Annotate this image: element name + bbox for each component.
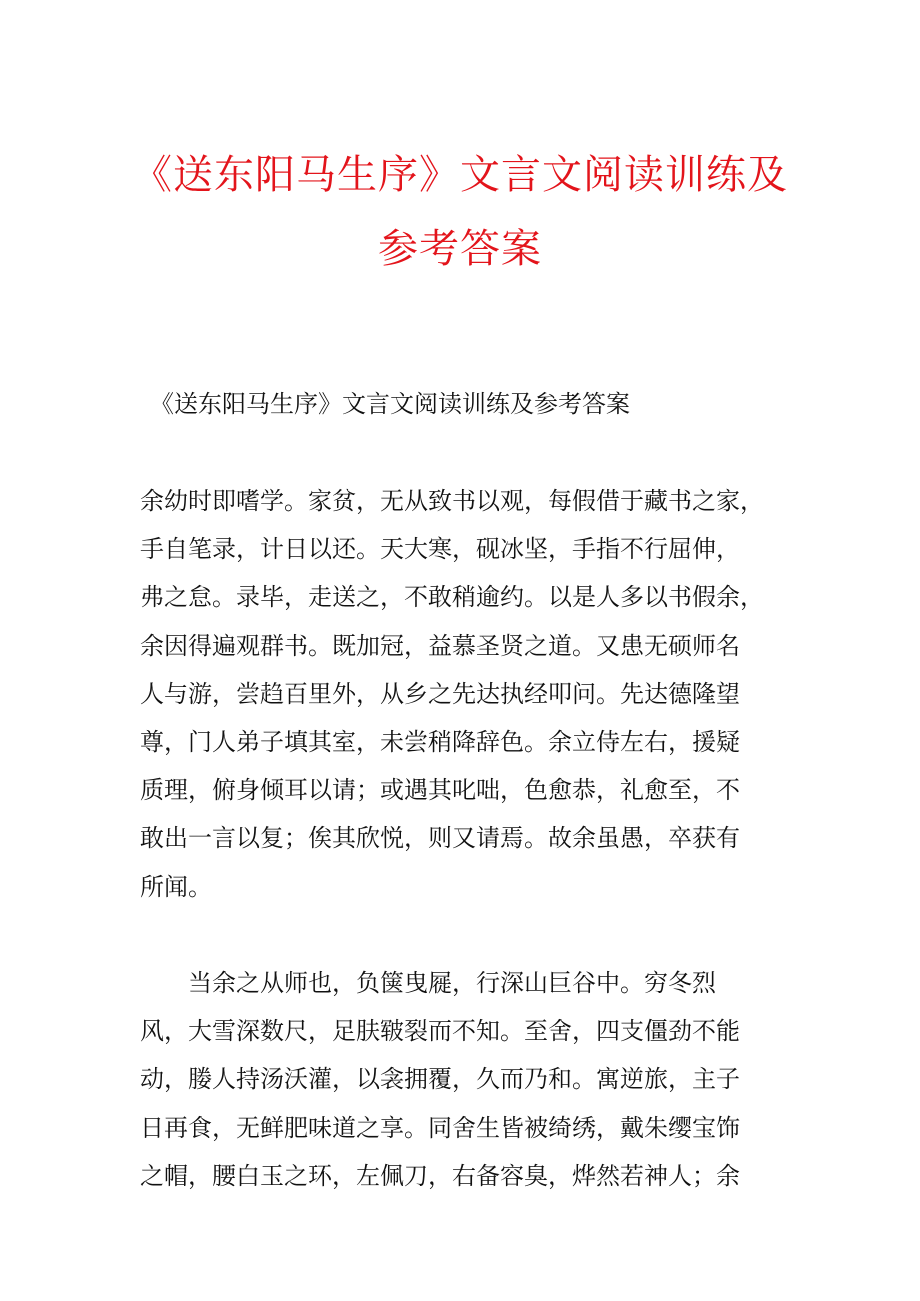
text-line: 风，大雪深数尺，足肤皲裂而不知。至舍，四支僵劲不能	[140, 1017, 740, 1046]
text-line: 所闻。	[140, 872, 212, 901]
text-line: 弗之怠。录毕，走送之，不敢稍逾约。以是人多以书假余，	[140, 583, 764, 612]
paragraph-2	[140, 959, 790, 1200]
text-line: 人与游，尝趋百里外，从乡之先达执经叩问。先达德隆望	[140, 679, 740, 708]
text-line: 余幼时即嗜学。家贫，无从致书以观，每假借于藏书之家，	[140, 487, 764, 515]
document-subtitle: 《送东阳马生序》文言文阅读训练及参考答案	[150, 390, 630, 418]
text-line: 质理，俯身倾耳以请；或遇其叱咄，色愈恭，礼愈至，不	[140, 776, 740, 805]
text-line: 日再食，无鲜肥味道之享。同舍生皆被绮绣，戴朱缨宝饰	[140, 1113, 740, 1142]
text-line: 尊，门人弟子填其室，未尝稍降辞色。余立侍左右，援疑	[140, 727, 740, 756]
text-line: 之帽，腰白玉之环，左佩刀，右备容臭，烨然若神人；余	[140, 1161, 740, 1190]
text-line: 余因得遍观群书。既加冠，益慕圣贤之道。又患无硕师名	[140, 631, 740, 660]
text-line: 当余之从师也，负箧曳屣，行深山巨谷中。穷冬烈	[140, 969, 716, 997]
text-line: 敢出一言以复；俟其欣悦，则又请焉。故余虽愚，卒获有	[140, 824, 740, 853]
title-line-2: 参考答案	[378, 226, 542, 272]
paragraph-1	[140, 477, 790, 911]
text-line: 动，媵人持汤沃灌，以衾拥覆，久而乃和。寓逆旅，主子	[140, 1065, 740, 1094]
text-line: 手自笔录，计日以还。天大寒，砚冰坚，手指不行屈伸，	[140, 535, 740, 564]
document-title	[0, 138, 920, 286]
title-line-1: 《送东阳马生序》文言文阅读训练及	[132, 152, 788, 198]
